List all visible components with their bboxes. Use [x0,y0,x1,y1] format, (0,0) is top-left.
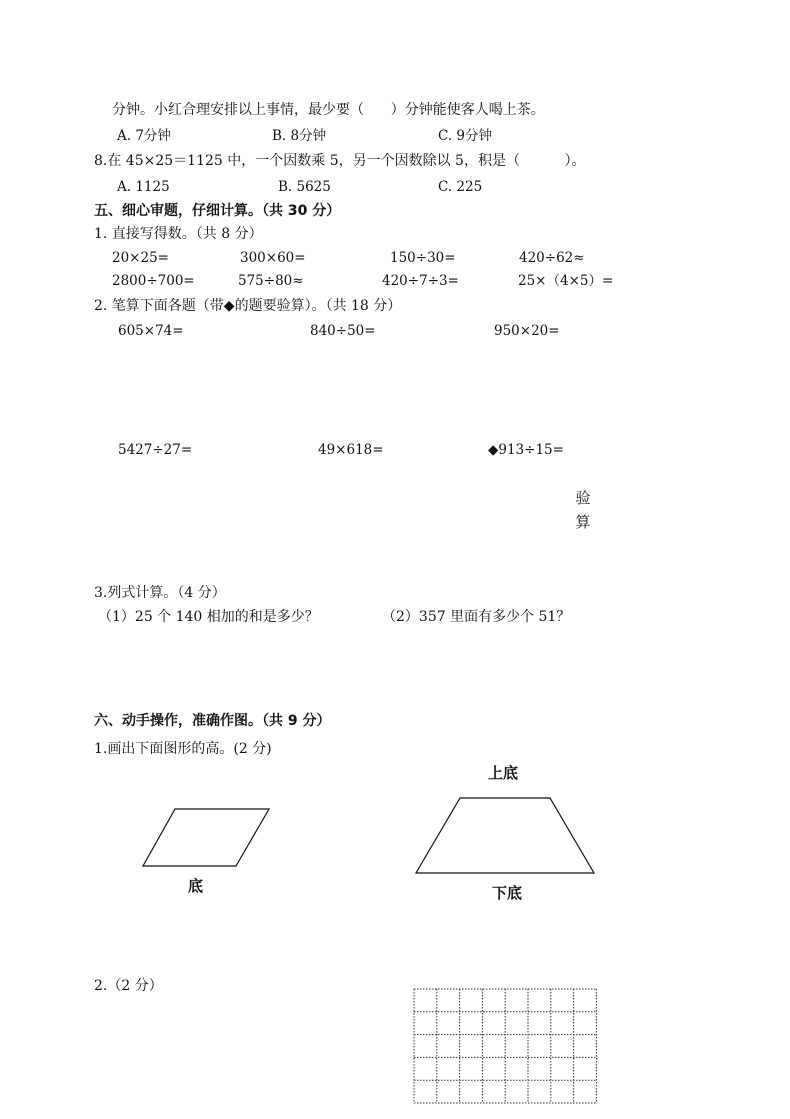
calc-item: 2800÷700= [112,273,195,289]
calc-item: 25×（4×5）= [518,273,614,289]
parallelogram-shape[interactable] [143,809,269,866]
written-calc-item: 605×74= [118,323,184,339]
q7-stem: 分钟。小红合理安排以上事情，最少要（ ）分钟能使客人喝上茶。 [112,102,545,118]
written-calc-item: 5427÷27= [118,442,193,458]
calc-item: 420÷62≈ [519,250,585,266]
q7-option-b: B. 8分钟 [272,128,327,144]
s6-q2-title: 2.（2 分） [94,978,163,994]
written-calc-item: ◆913÷15= [488,442,564,458]
q8-option-a: A. 1125 [117,179,170,195]
q8-option-b: B. 5625 [278,179,331,195]
s6-q1-title: 1.画出下面图形的高。(2 分) [94,741,272,757]
calc-item: 20×25= [112,250,169,266]
section5-title: 五、细心审题，仔细计算。（共 30 分） [94,203,341,219]
parallelogram-base-label: 底 [188,877,204,895]
calc-item: 420÷7÷3= [382,273,459,289]
check-label-1: 验 [575,489,591,507]
written-calc-item: 49×618= [318,442,384,458]
trapezoid-top-label: 上底 [488,764,519,782]
calc-item: 300×60= [240,250,306,266]
q8-option-c: C. 225 [438,179,483,195]
calc-item: 575÷80≈ [238,273,304,289]
trapezoid-shape[interactable] [416,798,594,873]
q7-option-a: A. 7分钟 [117,128,171,144]
s5-q3-item-2: （2）357 里面有多少个 51？ [382,609,571,625]
written-calc-item: 840÷50= [310,323,376,339]
dotted-grid[interactable] [414,989,596,1103]
calc-item: 150÷30= [390,250,456,266]
s5-q3-item-1: （1）25 个 140 相加的和是多少？ [98,609,319,625]
s5-q2-title: 2. 笔算下面各题（带◆的题要验算）。（共 18 分） [94,298,402,314]
check-label-2: 算 [575,513,591,531]
section6-title: 六、动手操作，准确作图。（共 9 分） [94,713,331,729]
q7-option-c: C. 9分钟 [438,128,493,144]
written-calc-item: 950×20= [494,323,560,339]
s5-q1-title: 1. 直接写得数。（共 8 分） [94,226,263,242]
trapezoid-bottom-label: 下底 [492,884,523,902]
s5-q3-title: 3.列式计算。（4 分） [94,585,226,601]
q8-stem: 8.在 45×25＝1125 中，一个因数乘 5，另一个因数除以 5，积是（ ）。 [94,153,586,169]
